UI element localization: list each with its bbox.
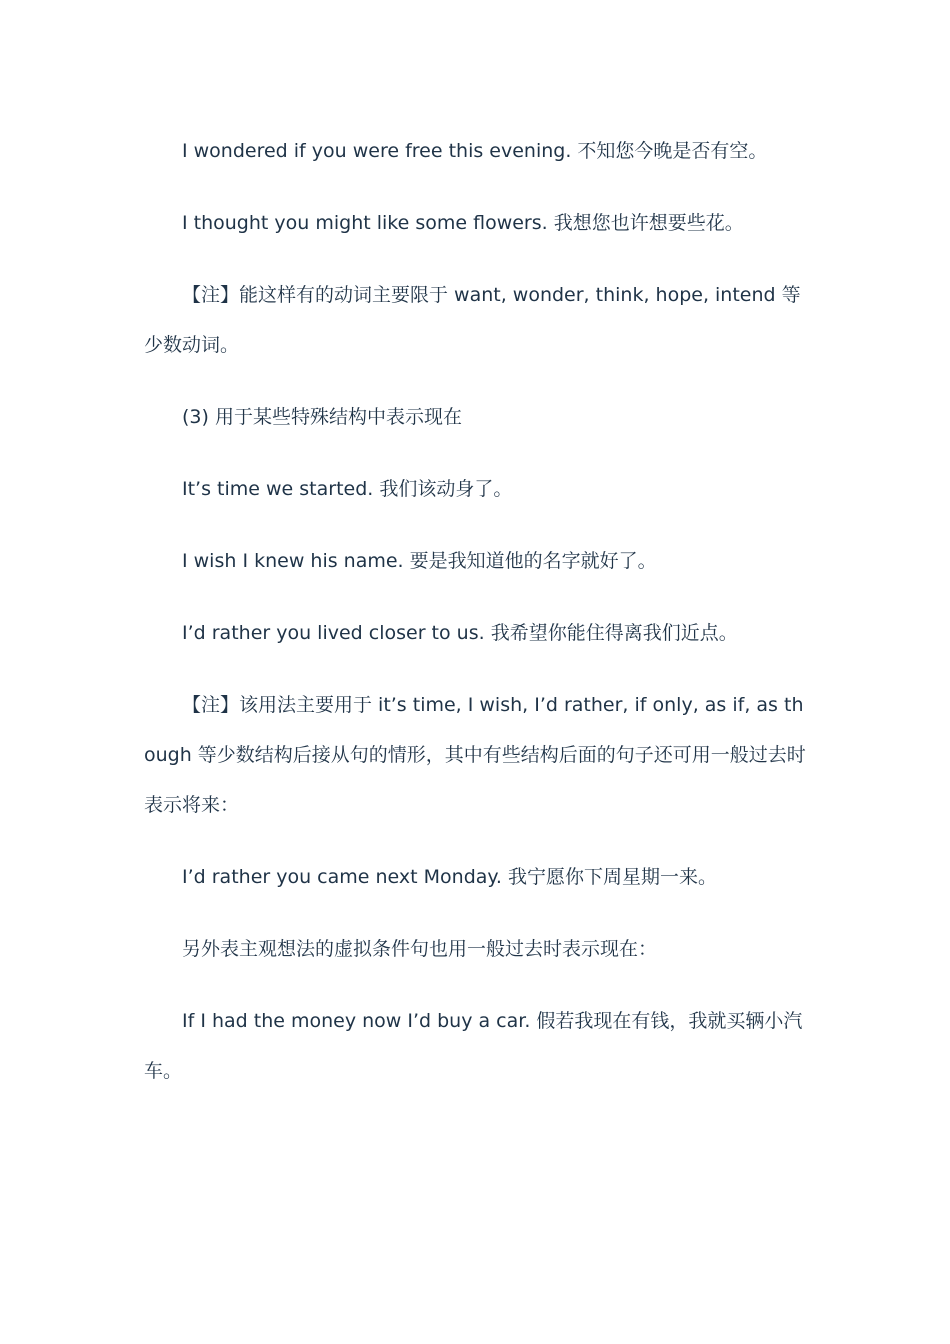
- document-body: [144, 126, 808, 1118]
- note-paragraph: 【注】能这样有的动词主要限于 want, wonder, think, hope, intend 等少数动词。: [144, 284, 801, 356]
- example-sentence: I’d rather you came next Monday. 我宁愿你下周星期一来。: [182, 866, 718, 888]
- example-sentence: I wish I knew his name. 要是我知道他的名字就好了。: [182, 550, 657, 572]
- example-sentence: I thought you might like some flowers. 我想您也许想要些花。: [182, 212, 744, 234]
- section-heading: (3) 用于某些特殊结构中表示现在: [182, 406, 462, 428]
- example-sentence: I wondered if you were free this evening. 不知您今晚是否有空。: [182, 140, 768, 162]
- example-sentence: I’d rather you lived closer to us. 我希望你能住得离我们近点。: [182, 622, 738, 644]
- note-paragraph: 【注】该用法主要用于 it’s time, I wish, I’d rather, if only, as if, as though 等少数结构后接从句的情形，其中有些结构后面的句子还可用一般过去时表示将来：: [144, 694, 806, 816]
- example-sentence: If I had the money now I’d buy a car. 假若我现在有钱，我就买辆小汽车。: [144, 1010, 803, 1082]
- explanation-paragraph: 另外表主观想法的虚拟条件句也用一般过去时表示现在：: [182, 938, 658, 960]
- example-sentence: It’s time we started. 我们该动身了。: [182, 478, 513, 500]
